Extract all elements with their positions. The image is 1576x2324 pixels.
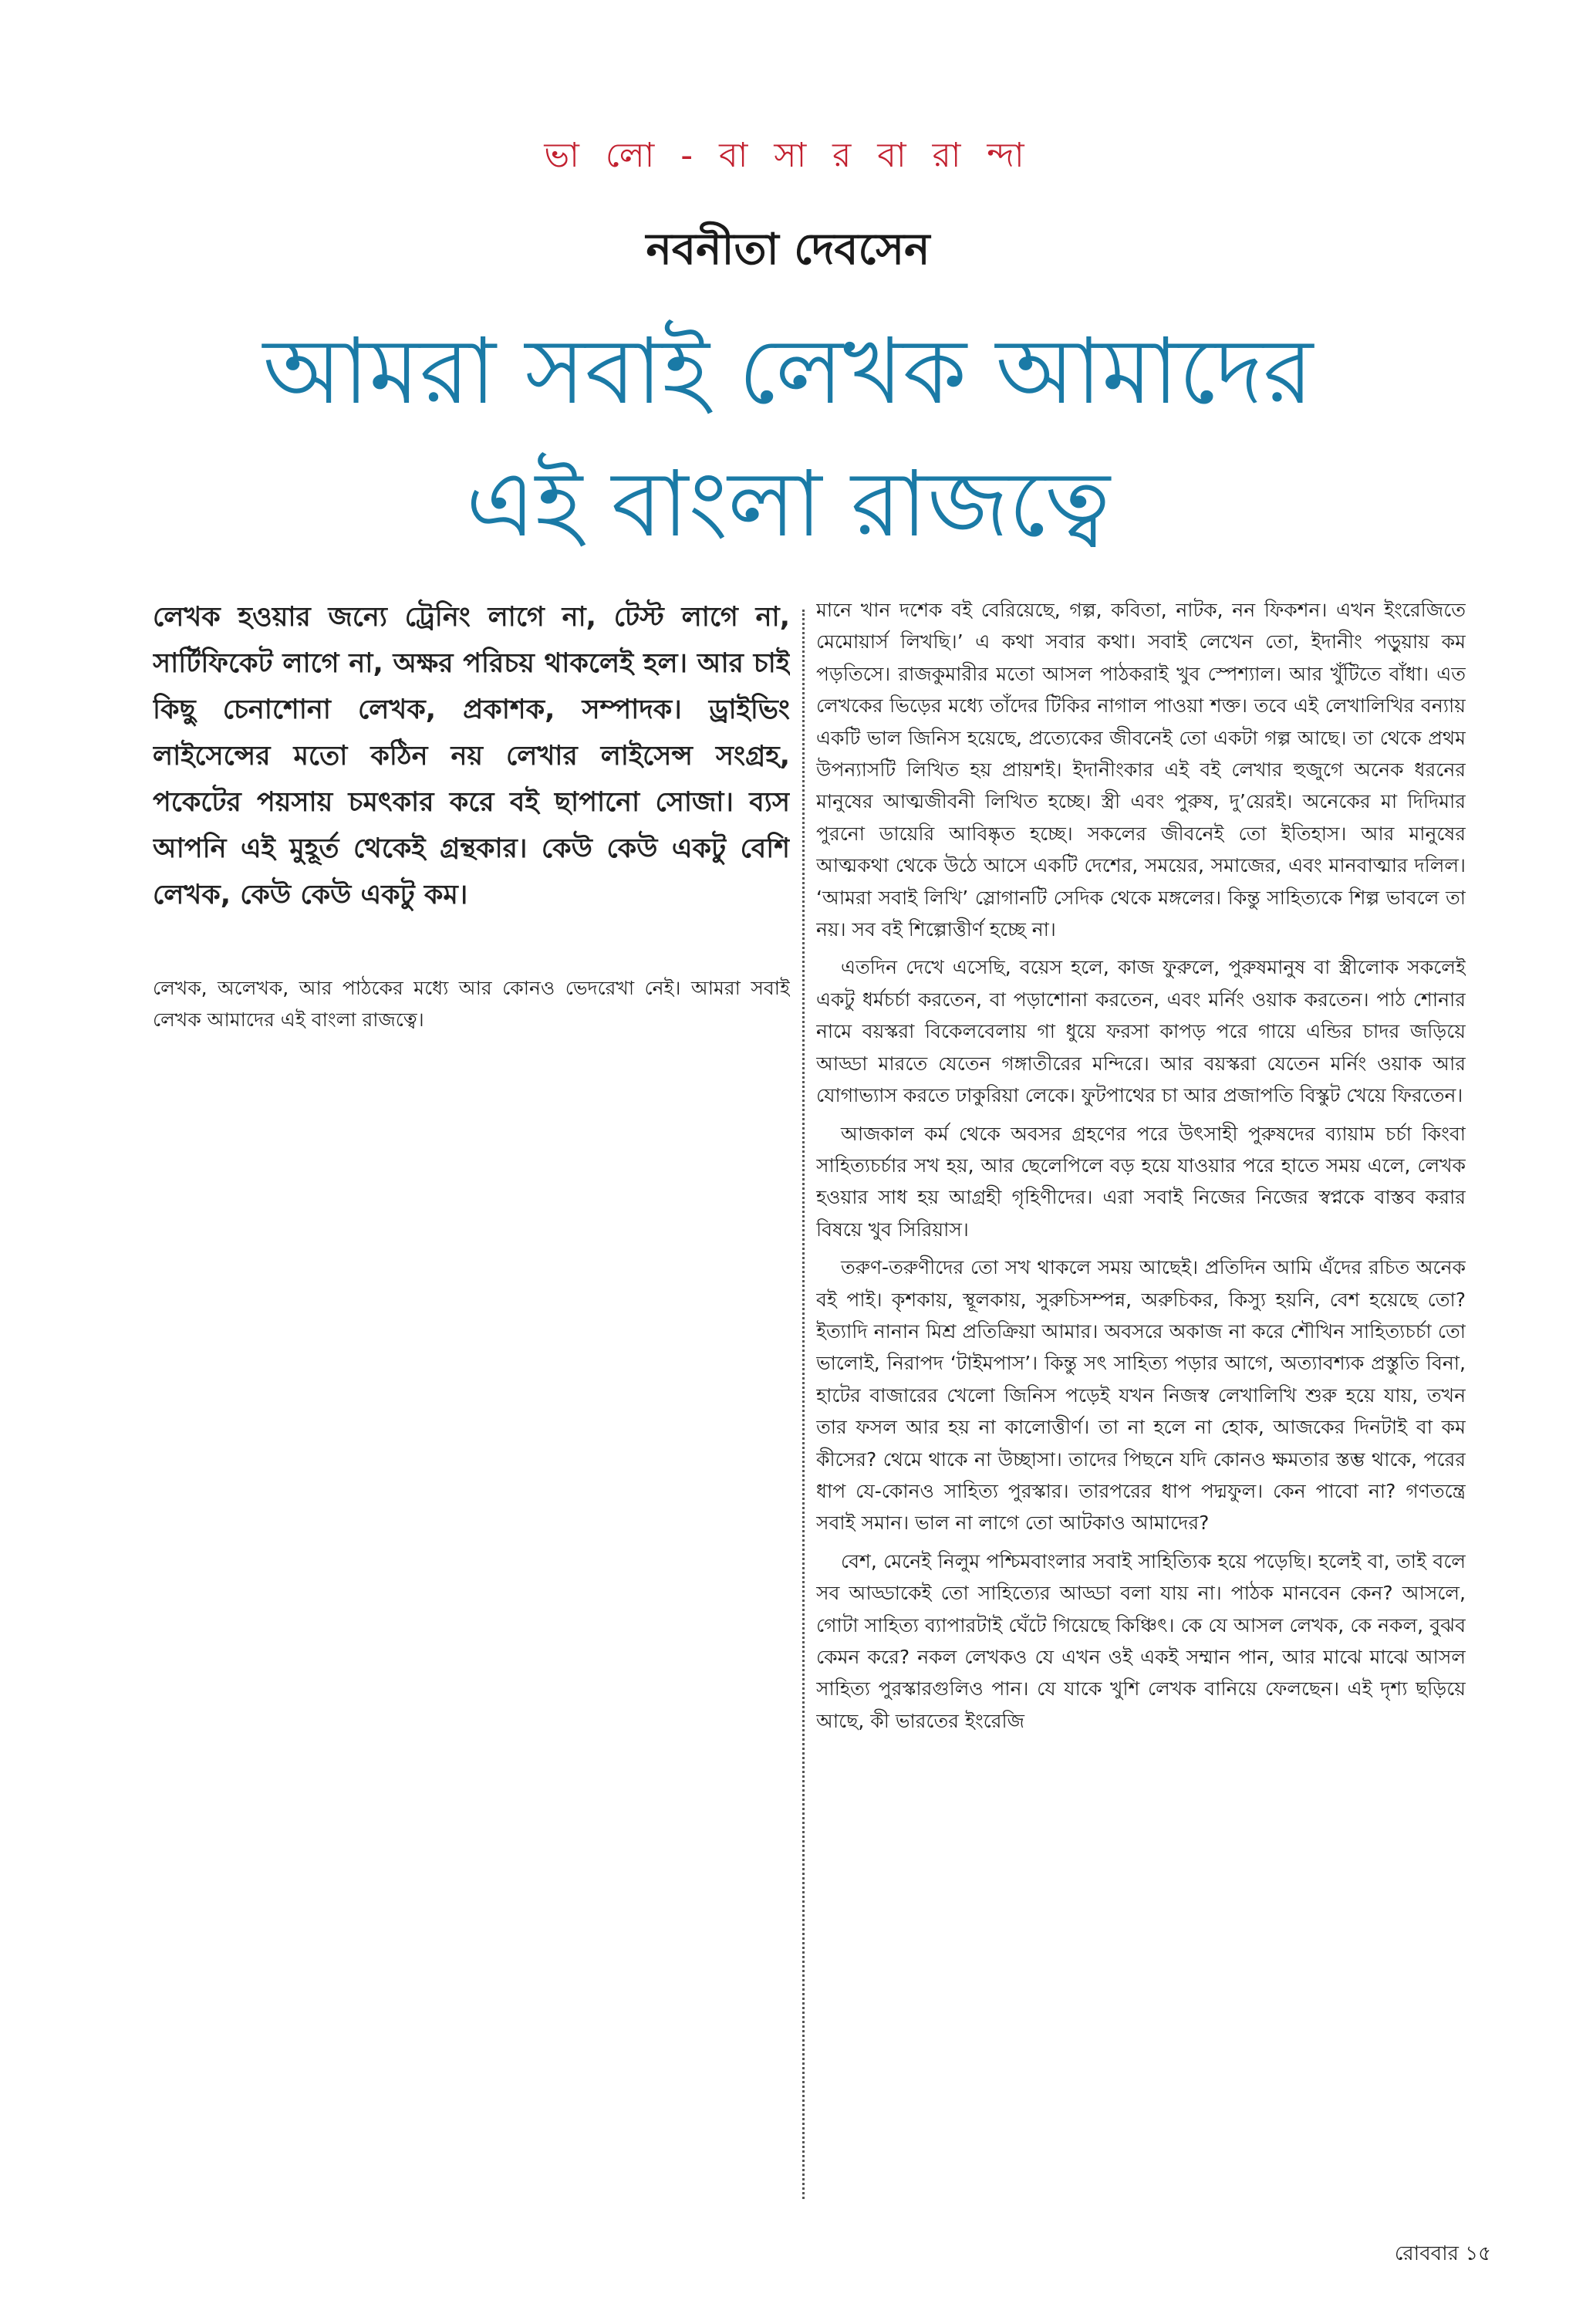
body-paragraph: তরুণ-তরুণীদের তো সখ থাকলে সময় আছেই। প্রতিদিন আমি এঁদের রচিত অনেক বই পাই। কৃশকায়, স্থূলকায়, সুরুচিসম্পন্ন, অরুচিকর, কিস্যু হয়নি, বেশ হয়েছে তো? ইত্যাদি নানান মিশ্র প্রতিক্রিয়া আমার। অবসরে অকাজ না করে শৌখিন সাহিত্যচর্চা তো ভালোই, নিরাপদ ‘টাইমপাস’। কিন্তু সৎ সাহিত্য পড়ার আগে, অত্যাবশ্যক প্রস্তুতি বিনা, হাটের বাজারের খেলো জিনিস পড়েই যখন নিজস্ব লেখালিখি শুরু হয়ে যায়, তখন তার ফসল আর হয় না কালোত্তীর্ণ। তা না হলে না হোক, আজকের দিনটাই বা কম কীসের? থেমে থাকে না উচ্ছাসা। তাদের পিছনে যদি কোনও ক্ষমতার স্তম্ভ থাকে, পরের ধাপ যে-কোনও সাহিত্য পুরস্কার। তারপরের ধাপ পদ্মফুল। কেন পাবো না? গণতন্ত্রে সবাই সমান। ভাল না লাগে তো আটকাও আমাদের? xyxy=(816,1256,1466,1535)
body-paragraph: বেশ, মেনেই নিলুম পশ্চিমবাংলার সবাই সাহিত্যিক হয়ে পড়েছি। হলেই বা, তাই বলে সব আড্ডাকেই তো সাহিত্যের আড্ডা বলা যায় না। পাঠক মানবেন কেন? আসলে, গোটা সাহিত্য ব্যাপারটাই ঘেঁটে গিয়েছে কিঞ্চিৎ। কে যে আসল লেখক, কে নকল, বুঝব কেমন করে? নকল লেখকও যে এখন ওই একই সম্মান পান, আর মাঝে মাঝে আসল সাহিত্য পুরস্কারগুলিও পান। যে যাকে খুশি লেখক বানিয়ে ফেলছেন। এই দৃশ্য ছড়িয়ে আছে, কী ভারতের ইংরেজি xyxy=(816,1549,1466,1732)
column-divider xyxy=(802,610,805,2199)
headline-line-2: এই বাংলা রাজত্বে xyxy=(465,451,1111,557)
body-paragraph: লেখক, অলেখক, আর পাঠকের মধ্যে আর কোনও ভেদরেখা নেই। আমরা সবাই লেখক আমাদের এই বাংলা রাজত্বে। xyxy=(153,977,790,1032)
headline-line-1: আমরা সবাই লেখক আমাদের xyxy=(262,318,1314,424)
left-column xyxy=(153,594,790,2214)
author-byline: নবনীতা দেবসেন xyxy=(646,225,930,275)
body-paragraph: এতদিন দেখে এসেছি, বয়েস হলে, কাজ ফুরুলে, পুরুষমানুষ বা স্ত্রীলোক সকলেই একটু ধর্মচর্চা করতেন, বা পড়াশোনা করতেন, এবং মর্নিং ওয়াক করতেন। পাঠ শোনার নামে বয়স্করা বিকেলবেলায় গা ধুয়ে ফরসা কাপড় পরে গায়ে এন্ডির চাদর জড়িয়ে আড্ডা মারতে যেতেন গঙ্গাতীরের মন্দিরে। আর বয়স্করা যেতেন মর্নিং ওয়াক আর যোগাভ্যাস করতে ঢাকুরিয়া লেকে। ফুটপাথের চা আর প্রজাপতি বিস্কুট খেয়ে ফিরতেন। xyxy=(816,956,1466,1107)
lede-paragraph: লেখক হওয়ার জন্যে ট্রেনিং লাগে না, টেস্ট লাগে না, সার্টিফিকেট লাগে না, অক্ষর পরিচয় থাকলেই হল। আর চাই কিছু চেনাশোনা লেখক, প্রকাশক, সম্পাদক। ড্রাইভিং লাইসেন্সের মতো কঠিন নয় লেখার লাইসেন্স সংগ্রহ, পকেটের পয়সায় চমৎকার করে বই ছাপানো সোজা। ব্যস আপনি এই মুহূর্ত থেকেই গ্রন্থকার। কেউ কেউ একটু বেশি লেখক, কেউ কেউ একটু কম। xyxy=(153,602,790,910)
body-paragraph: মানে খান দশেক বই বেরিয়েছে, গল্প, কবিতা, নাটক, নন ফিকশন। এখন ইংরেজিতে মেমোয়ার্স লিখছি।’ এ কথা সবার কথা। সবাই লেখেন তো, ইদানীং পড়ুয়ায় কম পড়তিসে। রাজকুমারীর মতো আসল পাঠকরাই খুব স্পেশ্যাল। আর খুঁটিতে বাঁধা। এত লেখকের ভিড়ের মধ্যে তাঁদের টিকির নাগাল পাওয়া শক্ত। তবে এই লেখালিখির বন্যায় একটি ভাল জিনিস হয়েছে, প্রত্যেকের জীবনেই তো একটা গল্প আছে। তা থেকে প্রথম উপন্যাসটি লিখিত হয় প্রায়শই। ইদানীংকার এই বই লেখার হুজুগে অনেক ধরনের মানুষের আত্মজীবনী লিখিত হচ্ছে। স্ত্রী এবং পুরুষ, দু’য়েরই। অনেকের মা দিদিমার পুরনো ডায়েরি আবিষ্কৃত হচ্ছে। সকলের জীবনেই তো ইতিহাস। আর মানুষের আত্মকথা থেকে উঠে আসে একটি দেশের, সময়ের, সমাজের, এবং মানবাত্মার দলিল। ‘আমরা সবাই লিখি’ স্লোগানটি সেদিক থেকে মঙ্গলের। কিন্তু সাহিত্যকে শিল্প ভাবলে তা নয়। সব বই শিল্পোত্তীর্ণ হচ্ছে না। xyxy=(816,599,1466,941)
article-headline xyxy=(139,305,1437,570)
right-column xyxy=(816,594,1466,2137)
body-paragraph: আজকাল কর্ম থেকে অবসর গ্রহণের পরে উৎসাহী পুরুষদের ব্যায়াম চর্চা কিংবা সাহিত্যচর্চার সখ হয়, আর ছেলেপিলে বড় হয়ে যাওয়ার পরে হাতে সময় এলে, লেখক হওয়ার সাধ হয় আগ্রহী গৃহিণীদের। এরা সবাই নিজের নিজের স্বপ্নকে বাস্তব করার বিষয়ে খুব সিরিয়াস। xyxy=(816,1122,1466,1241)
page-footer: রোববার ১৫ xyxy=(1394,2242,1491,2265)
section-kicker: ভা লো - বা সা র বা রা ন্দা xyxy=(544,136,1032,175)
